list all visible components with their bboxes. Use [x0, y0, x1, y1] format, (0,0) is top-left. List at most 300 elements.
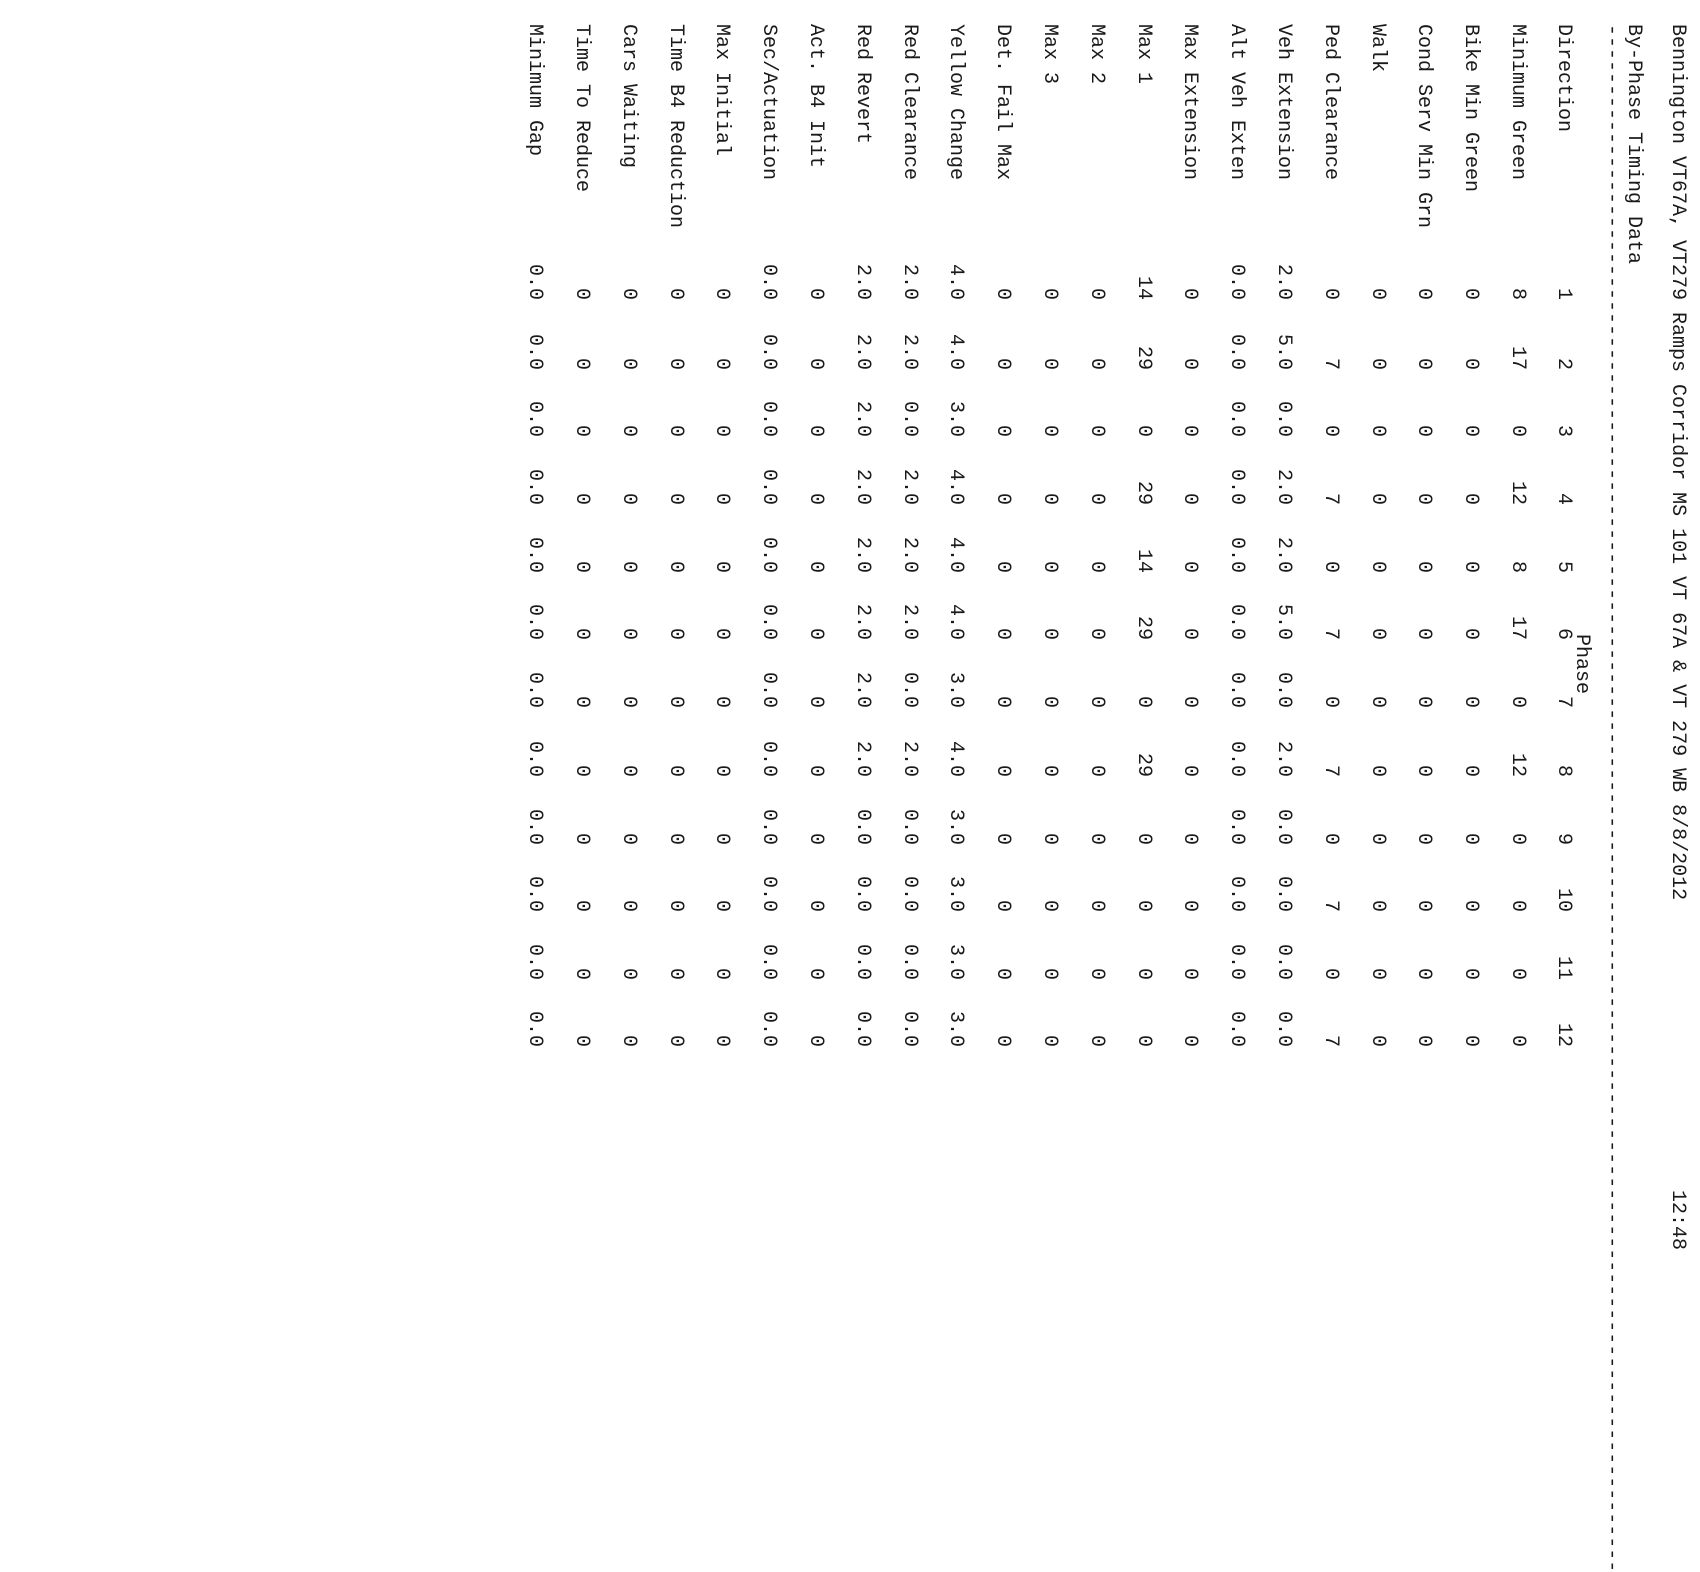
table-cell: 0 [1366, 627, 1389, 640]
table-cell: 0 [1085, 424, 1108, 437]
table-cell: 0 [710, 695, 733, 708]
table-cell: 0.0 [1272, 671, 1295, 708]
table-cell: 0 [570, 695, 593, 708]
table-cell: 4.0 [944, 536, 967, 573]
phase-column-header: 3 [1552, 424, 1575, 437]
table-cell: 0 [1459, 764, 1482, 777]
table-cell: 0 [570, 492, 593, 505]
table-cell: 2.0 [851, 536, 874, 573]
row-label: Act. B4 Init [804, 24, 827, 169]
table-cell: 0 [1085, 287, 1108, 300]
phase-column-header: 4 [1552, 492, 1575, 505]
table-cell: 0 [1178, 492, 1201, 505]
table-cell: 0 [991, 695, 1014, 708]
table-cell: 0 [664, 492, 687, 505]
table-cell: 0.0 [757, 943, 780, 980]
table-cell: 0 [1506, 695, 1529, 708]
table-cell: 0.0 [757, 263, 780, 300]
table-cell: 0 [664, 764, 687, 777]
table-cell: 14 [1132, 275, 1155, 300]
table-cell: 0 [991, 287, 1014, 300]
table-cell: 2.0 [898, 263, 921, 300]
table-cell: 0 [1038, 357, 1061, 370]
table-cell: 3.0 [944, 808, 967, 845]
table-cell: 0 [1178, 1034, 1201, 1047]
table-cell: 0 [1319, 560, 1342, 573]
table-cell: 0 [1085, 967, 1108, 980]
table-cell: 0 [1085, 1034, 1108, 1047]
table-cell: 8 [1506, 287, 1529, 300]
table-cell: 0 [1038, 424, 1061, 437]
table-cell: 0 [1459, 357, 1482, 370]
table-cell: 0 [991, 1034, 1014, 1047]
row-label: Red Revert [851, 24, 874, 145]
table-cell: 0 [1085, 560, 1108, 573]
table-cell: 0 [1319, 967, 1342, 980]
table-cell: 2.0 [851, 671, 874, 708]
table-cell: 0 [664, 967, 687, 980]
table-cell: 0 [991, 967, 1014, 980]
phase-column-header: 2 [1552, 357, 1575, 370]
table-cell: 0.0 [1225, 468, 1248, 505]
table-cell: 3.0 [944, 671, 967, 708]
table-cell: 0 [664, 695, 687, 708]
table-cell: 0 [1412, 967, 1435, 980]
table-cell: 0.0 [757, 671, 780, 708]
table-cell: 0.0 [898, 1010, 921, 1047]
table-cell: 0 [1319, 695, 1342, 708]
table-cell: 8 [1506, 560, 1529, 573]
phase-column-header: 5 [1552, 560, 1575, 573]
row-label: Time To Reduce [570, 24, 593, 193]
table-cell: 0 [617, 627, 640, 640]
table-cell: 7 [1319, 764, 1342, 777]
table-cell: 0 [710, 832, 733, 845]
table-cell: 0 [1178, 627, 1201, 640]
table-cell: 0 [664, 424, 687, 437]
table-cell: 4.0 [944, 263, 967, 300]
row-label: Max Extension [1178, 24, 1201, 181]
row-label: Max 3 [1038, 24, 1061, 85]
table-cell: 0.0 [1225, 400, 1248, 437]
row-label: Ped Clearance [1319, 24, 1342, 181]
table-cell: 0 [1506, 899, 1529, 912]
table-cell: 0.0 [1272, 1010, 1295, 1047]
table-cell: 2.0 [851, 740, 874, 777]
table-cell: 0.0 [851, 1010, 874, 1047]
table-cell: 3.0 [944, 1010, 967, 1047]
table-cell: 0.0 [898, 875, 921, 912]
table-cell: 0.0 [523, 333, 546, 370]
table-cell: 0 [710, 899, 733, 912]
table-cell: 0.0 [851, 875, 874, 912]
phase-column-header: 7 [1552, 695, 1575, 708]
phase-column-header: 12 [1552, 1022, 1575, 1047]
table-cell: 2.0 [851, 400, 874, 437]
row-label: Alt Veh Exten [1225, 24, 1248, 181]
table-cell: 0 [664, 357, 687, 370]
table-cell: 0 [1038, 287, 1061, 300]
table-cell: 0 [1366, 357, 1389, 370]
table-cell: 0 [710, 357, 733, 370]
table-cell: 0 [664, 627, 687, 640]
table-cell: 0 [1132, 967, 1155, 980]
table-cell: 7 [1319, 627, 1342, 640]
table-cell: 0 [1412, 1034, 1435, 1047]
table-cell: 0 [664, 899, 687, 912]
table-cell: 0 [1178, 424, 1201, 437]
table-cell: 0 [710, 967, 733, 980]
table-cell: 7 [1319, 899, 1342, 912]
table-cell: 0 [1412, 627, 1435, 640]
table-cell: 3.0 [944, 875, 967, 912]
table-cell: 0 [1412, 899, 1435, 912]
table-cell: 0 [991, 832, 1014, 845]
table-cell: 12 [1506, 752, 1529, 777]
table-cell: 0 [991, 357, 1014, 370]
row-label: Red Clearance [898, 24, 921, 181]
table-cell: 0.0 [757, 740, 780, 777]
table-cell: 0 [710, 492, 733, 505]
table-cell: 0 [1366, 492, 1389, 505]
table-cell: 0 [804, 695, 827, 708]
phase-column-header: 6 [1552, 627, 1575, 640]
phase-column-header: 1 [1552, 287, 1575, 300]
table-cell: 0.0 [523, 740, 546, 777]
table-cell: 0 [1085, 357, 1108, 370]
table-cell: 0 [1412, 560, 1435, 573]
table-cell: 0 [1459, 967, 1482, 980]
table-cell: 0 [710, 424, 733, 437]
table-cell: 0.0 [523, 400, 546, 437]
table-cell: 2.0 [1272, 740, 1295, 777]
phase-column-header: 8 [1552, 764, 1575, 777]
table-cell: 0 [1178, 695, 1201, 708]
table-cell: 0.0 [757, 468, 780, 505]
row-label: Det. Fail Max [991, 24, 1014, 181]
table-cell: 5.0 [1272, 603, 1295, 640]
table-cell: 0 [1366, 424, 1389, 437]
table-cell: 2.0 [1272, 536, 1295, 573]
table-cell: 0.0 [898, 400, 921, 437]
table-cell: 0 [617, 492, 640, 505]
table-cell: 29 [1132, 480, 1155, 505]
table-cell: 0 [991, 492, 1014, 505]
table-cell: 0 [617, 832, 640, 845]
table-cell: 2.0 [1272, 263, 1295, 300]
table-cell: 0 [1506, 832, 1529, 845]
row-label: Cars Waiting [617, 24, 640, 169]
table-cell: 0 [1319, 424, 1342, 437]
table-cell: 0 [1319, 832, 1342, 845]
table-cell: 0 [570, 560, 593, 573]
table-cell: 0.0 [851, 808, 874, 845]
table-cell: 0.0 [757, 808, 780, 845]
table-cell: 0 [1085, 627, 1108, 640]
table-cell: 0 [1459, 492, 1482, 505]
table-cell: 0 [1412, 832, 1435, 845]
table-cell: 0.0 [757, 603, 780, 640]
table-cell: 0 [1038, 967, 1061, 980]
table-cell: 0 [1085, 492, 1108, 505]
table-cell: 0 [664, 1034, 687, 1047]
table-cell: 0 [991, 627, 1014, 640]
table-cell: 0 [1412, 357, 1435, 370]
table-cell: 0 [617, 1034, 640, 1047]
table-cell: 0 [804, 967, 827, 980]
table-cell: 0 [804, 287, 827, 300]
table-cell: 3.0 [944, 943, 967, 980]
table-cell: 0 [617, 764, 640, 777]
phase-column-header: 9 [1552, 832, 1575, 845]
row-label: Max Initial [710, 24, 733, 157]
table-cell: 0 [1506, 967, 1529, 980]
table-cell: 0 [710, 1034, 733, 1047]
report-title: Bennington VT67A, VT279 Ramps Corridor MS 101 VT 67A & VT 279 WB 8/8/2012 [1666, 24, 1689, 901]
table-cell: 0 [570, 832, 593, 845]
table-cell: 0.0 [757, 400, 780, 437]
table-cell: 0.0 [1272, 875, 1295, 912]
table-cell: 0 [1412, 492, 1435, 505]
table-cell: 0 [1506, 424, 1529, 437]
table-cell: 0.0 [1225, 943, 1248, 980]
table-cell: 4.0 [944, 740, 967, 777]
table-cell: 0 [991, 560, 1014, 573]
table-cell: 0 [1132, 899, 1155, 912]
table-cell: 29 [1132, 345, 1155, 370]
table-cell: 0 [1459, 695, 1482, 708]
table-cell: 0 [1038, 560, 1061, 573]
table-cell: 0 [1085, 899, 1108, 912]
table-cell: 4.0 [944, 468, 967, 505]
table-cell: 0 [570, 287, 593, 300]
table-cell: 0 [1366, 287, 1389, 300]
row-label: Veh Extension [1272, 24, 1295, 181]
table-cell: 0 [1459, 899, 1482, 912]
table-cell: 0.0 [523, 263, 546, 300]
table-cell: 0.0 [1225, 263, 1248, 300]
table-cell: 0 [1319, 287, 1342, 300]
table-cell: 0 [1459, 832, 1482, 845]
table-cell: 0 [804, 492, 827, 505]
table-cell: 0.0 [523, 875, 546, 912]
table-cell: 0.0 [1225, 740, 1248, 777]
table-cell: 0.0 [1225, 333, 1248, 370]
table-cell: 0.0 [523, 468, 546, 505]
table-cell: 29 [1132, 752, 1155, 777]
table-cell: 0 [804, 627, 827, 640]
table-cell: 0 [1366, 560, 1389, 573]
table-cell: 0 [804, 560, 827, 573]
row-label: Bike Min Green [1459, 24, 1482, 193]
table-cell: 0 [1038, 695, 1061, 708]
table-cell: 0 [991, 424, 1014, 437]
table-cell: 0 [804, 1034, 827, 1047]
table-cell: 0.0 [898, 671, 921, 708]
table-cell: 0 [617, 899, 640, 912]
table-cell: 2.0 [851, 603, 874, 640]
table-cell: 2.0 [898, 740, 921, 777]
table-cell: 2.0 [1272, 468, 1295, 505]
table-cell: 0.0 [1225, 808, 1248, 845]
table-cell: 0 [804, 764, 827, 777]
table-cell: 0.0 [1225, 875, 1248, 912]
table-cell: 0 [804, 424, 827, 437]
row-label: Sec/Actuation [757, 24, 780, 181]
table-cell: 0 [1412, 695, 1435, 708]
table-cell: 0 [617, 424, 640, 437]
table-cell: 0.0 [1225, 603, 1248, 640]
table-cell: 0.0 [1272, 400, 1295, 437]
table-cell: 0.0 [1272, 943, 1295, 980]
table-cell: 0.0 [1272, 808, 1295, 845]
phase-column-header: 11 [1552, 955, 1575, 980]
table-cell: 0.0 [523, 671, 546, 708]
table-cell: 4.0 [944, 333, 967, 370]
table-cell: 0 [1506, 1034, 1529, 1047]
table-cell: 0 [570, 1034, 593, 1047]
table-cell: 2.0 [851, 333, 874, 370]
table-cell: 5.0 [1272, 333, 1295, 370]
table-cell: 0 [804, 357, 827, 370]
row-label: Max 2 [1085, 24, 1108, 85]
table-cell: 0 [804, 899, 827, 912]
table-cell: 7 [1319, 357, 1342, 370]
table-cell: 0 [1366, 695, 1389, 708]
table-cell: 0 [664, 287, 687, 300]
table-cell: 12 [1506, 480, 1529, 505]
row-label: Minimum Green [1506, 24, 1529, 181]
table-cell: 0 [1459, 560, 1482, 573]
table-cell: 0 [1038, 899, 1061, 912]
table-cell: 0.0 [1225, 536, 1248, 573]
table-cell: 0 [1366, 1034, 1389, 1047]
direction-label: Direction [1552, 24, 1575, 133]
table-cell: 0 [1366, 764, 1389, 777]
table-cell: 0 [1038, 627, 1061, 640]
table-cell: 2.0 [898, 603, 921, 640]
table-cell: 0 [991, 764, 1014, 777]
table-cell: 0 [1178, 287, 1201, 300]
table-cell: 17 [1506, 615, 1529, 640]
table-cell: 0.0 [523, 808, 546, 845]
table-cell: 0 [1038, 832, 1061, 845]
table-cell: 0 [570, 967, 593, 980]
table-cell: 0 [1178, 899, 1201, 912]
table-cell: 0 [1459, 1034, 1482, 1047]
table-cell: 0 [1459, 424, 1482, 437]
table-cell: 14 [1132, 548, 1155, 573]
table-cell: 0 [1038, 764, 1061, 777]
table-cell: 0 [1459, 627, 1482, 640]
table-cell: 2.0 [851, 468, 874, 505]
table-cell: 0.0 [898, 808, 921, 845]
table-cell: 0.0 [523, 536, 546, 573]
table-cell: 0 [617, 357, 640, 370]
header-divider: --------------------------------------------------------------------------------------------------------------------------------- [1600, 24, 1623, 1572]
table-cell: 0.0 [757, 1010, 780, 1047]
row-label: Minimum Gap [523, 24, 546, 157]
table-cell: 0.0 [757, 333, 780, 370]
table-cell: 0.0 [757, 536, 780, 573]
table-cell: 0 [1132, 1034, 1155, 1047]
table-cell: 0 [664, 832, 687, 845]
row-label: Walk [1366, 24, 1389, 73]
table-cell: 2.0 [898, 536, 921, 573]
table-cell: 0 [570, 764, 593, 777]
table-cell: 0 [1038, 1034, 1061, 1047]
table-cell: 0 [1178, 357, 1201, 370]
table-cell: 0 [570, 424, 593, 437]
table-cell: 0 [1178, 967, 1201, 980]
table-cell: 0 [1038, 492, 1061, 505]
table-cell: 7 [1319, 1034, 1342, 1047]
table-cell: 2.0 [851, 263, 874, 300]
table-cell: 7 [1319, 492, 1342, 505]
table-cell: 0.0 [1225, 671, 1248, 708]
table-cell: 0 [1412, 424, 1435, 437]
table-cell: 0 [570, 357, 593, 370]
table-cell: 0 [1366, 832, 1389, 845]
row-label: Max 1 [1132, 24, 1155, 85]
table-cell: 17 [1506, 345, 1529, 370]
report-time: 12:48 [1666, 1190, 1689, 1251]
table-cell: 0 [1178, 832, 1201, 845]
table-cell: 0 [1178, 560, 1201, 573]
table-cell: 0.0 [523, 1010, 546, 1047]
table-cell: 0 [1366, 967, 1389, 980]
table-cell: 0.0 [523, 603, 546, 640]
table-cell: 0 [804, 832, 827, 845]
phase-column-header: 10 [1552, 887, 1575, 912]
table-cell: 3.0 [944, 400, 967, 437]
table-cell: 0 [617, 560, 640, 573]
table-cell: 0 [710, 560, 733, 573]
table-cell: 0 [991, 899, 1014, 912]
table-cell: 0 [1366, 899, 1389, 912]
table-cell: 0 [710, 627, 733, 640]
table-cell: 29 [1132, 615, 1155, 640]
table-cell: 0 [617, 695, 640, 708]
table-cell: 0 [1085, 695, 1108, 708]
table-cell: 0 [617, 287, 640, 300]
table-cell: 0 [1132, 424, 1155, 437]
table-cell: 0.0 [898, 943, 921, 980]
table-cell: 0.0 [757, 875, 780, 912]
table-cell: 0 [710, 764, 733, 777]
table-cell: 0.0 [851, 943, 874, 980]
phase-group-label: Phase [1570, 634, 1593, 695]
table-cell: 0 [1412, 764, 1435, 777]
table-cell: 2.0 [898, 333, 921, 370]
table-cell: 0 [1132, 832, 1155, 845]
table-cell: 2.0 [898, 468, 921, 505]
table-cell: 0.0 [1225, 1010, 1248, 1047]
table-cell: 0.0 [523, 943, 546, 980]
table-cell: 0 [1459, 287, 1482, 300]
row-label: Yellow Change [944, 24, 967, 181]
table-cell: 0 [617, 967, 640, 980]
table-cell: 0 [1412, 287, 1435, 300]
row-label: Time B4 Reduction [664, 24, 687, 229]
table-cell: 0 [570, 899, 593, 912]
table-cell: 0 [1085, 832, 1108, 845]
table-cell: 0 [710, 287, 733, 300]
table-cell: 0 [1132, 695, 1155, 708]
row-label: Cond Serv Min Grn [1412, 24, 1435, 229]
report-subtitle: By-Phase Timing Data [1622, 24, 1645, 265]
table-cell: 0 [1178, 764, 1201, 777]
